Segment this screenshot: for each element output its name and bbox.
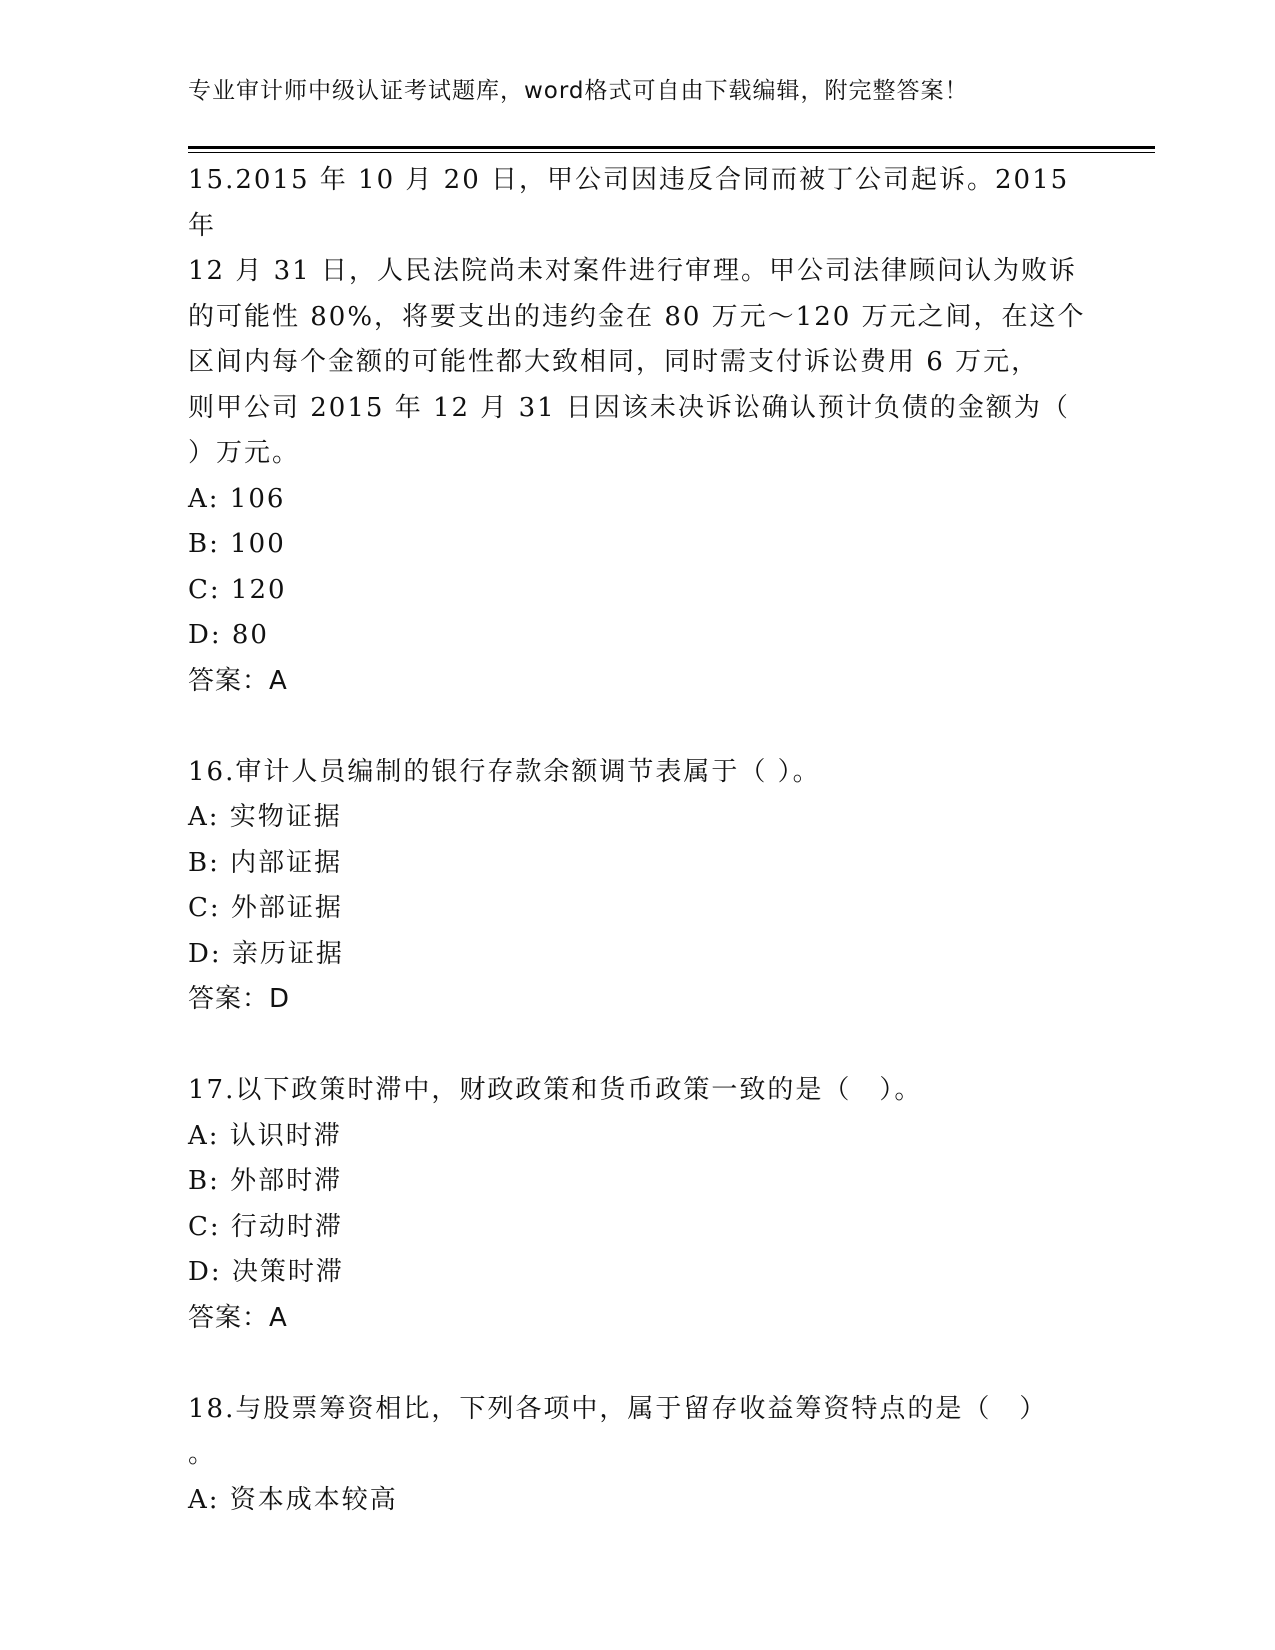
option-d: D: 80 [188, 620, 269, 650]
option-d: D: 亲历证据 [188, 938, 344, 969]
option-b: B: 100 [188, 529, 286, 559]
option-c: C: 行动时滞 [188, 1211, 343, 1242]
question-17 [188, 1068, 1088, 1341]
option-b: B: 外部时滞 [188, 1166, 343, 1196]
option-d: D: 决策时滞 [188, 1257, 344, 1287]
answer-line: 答案：D [188, 984, 291, 1014]
question-spacer [188, 704, 1088, 750]
option-a: A: 资本成本较高 [188, 1484, 398, 1515]
question-stem-line: 18.与股票筹资相比，下列各项中，属于留存收益筹资特点的是（ ） [188, 1393, 1048, 1424]
header-divider-thick [188, 146, 1155, 149]
question-list [188, 158, 1088, 1523]
option-a: A: 认识时滞 [188, 1120, 342, 1151]
question-spacer [188, 1023, 1088, 1069]
question-stem-line: 则甲公司 2015 年 12 月 31 日因该未决诉讼确认预计负债的金额为（ [188, 392, 1070, 423]
question-stem-line: 17.以下政策时滞中，财政政策和货币政策一致的是（ ）。 [188, 1075, 923, 1105]
option-a: A: 106 [188, 483, 286, 514]
question-stem-line: 的可能性 80%，将要支出的违约金在 80 万元～120 万元之间，在这个 [188, 301, 1086, 332]
question-stem-line: 15.2015 年 10 月 20 日，甲公司因违反合同而被丁公司起诉。2015 年 [188, 165, 1080, 241]
option-c: C: 外部证据 [188, 893, 343, 923]
option-a: A: 实物证据 [188, 802, 342, 832]
answer-line: 答案：A [188, 1302, 288, 1333]
question-stem-line: ）万元。 [188, 438, 301, 468]
header-divider-thin [188, 152, 1155, 153]
question-stem-line: 16.审计人员编制的银行存款余额调节表属于（ ）。 [188, 756, 821, 787]
question-spacer [188, 1341, 1088, 1387]
question-stem-line: 区间内每个金额的可能性都大致相同，同时需支付诉讼费用 6 万元， [188, 347, 1040, 377]
page-header: 专业审计师中级认证考试题库，word格式可自由下载编辑，附完整答案！ [188, 78, 969, 104]
question-15 [188, 158, 1088, 704]
question-stem-line: 12 月 31 日，人民法院尚未对案件进行审理。甲公司法律顾问认为败诉 [188, 256, 1077, 286]
option-b: B: 内部证据 [188, 847, 343, 878]
option-c: C: 120 [188, 574, 287, 605]
question-stem-line: 。 [188, 1439, 217, 1469]
question-16 [188, 750, 1088, 1023]
question-18 [188, 1387, 1088, 1524]
answer-line: 答案：A [188, 665, 288, 696]
